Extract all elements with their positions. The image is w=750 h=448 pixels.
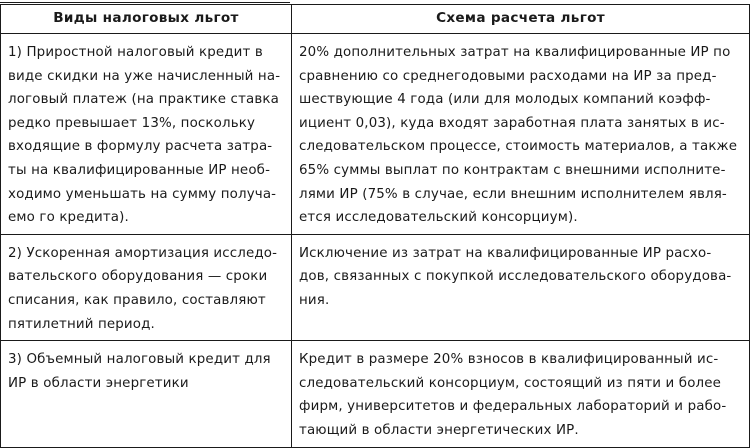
header-benefit-types: Виды налоговых льгот [1,5,292,34]
calculation-scheme-text: Исключение из затрат на квалифицированные ИР расхо- дов, связанных с покупкой исследовательского оборудова- ния. [299,245,732,308]
calculation-scheme-cell [292,234,750,340]
benefit-type-text: 1) Приростной налоговый кредит в виде скидки на уже начисленный на- логовый платеж (на практике ставка редко превышает 13%, поскольку входящие в формулу расчета затра- ты на квалифицированные ИР необ- ходимо уменьшать на сумму получа- емо го кредита). [8,45,281,226]
benefit-type-cell [1,234,292,340]
calculation-scheme-cell [292,341,750,447]
top-rule [0,2,290,3]
table-row [1,34,750,235]
table-row [1,234,750,340]
calculation-scheme-text: 20% дополнительных затрат на квалифицированные ИР по сравнению со среднегодовыми расходами на ИР за пред- шествующие 4 года (или для молодых компаний коэфф- ициент 0,03), куда входят заработная плата занятых в ис- следовательском процессе, стоимость материалов, а также 65% суммы выплат по контрактам с внешними исполните- лями ИР (75% в случае, если внешним исполнителем явля- ется исследовательский консорциум). [299,45,738,226]
header-calculation-scheme: Схема расчета льгот [292,5,750,34]
calculation-scheme-cell [292,34,750,235]
benefit-type-text: 3) Объемный налоговый кредит для ИР в области энергетики [8,352,271,391]
table-row [1,341,750,447]
benefit-type-text: 2) Ускоренная амортизация исследо- вательского оборудования — сроки списания, как правило, составляют пятилетний период. [8,245,278,332]
table-header-row [1,5,750,34]
benefit-type-cell [1,34,292,235]
calculation-scheme-text: Кредит в размере 20% взносов в квалифицированный ис- следовательский консорциум, состоящий из пяти и более фирм, университетов и федеральных лабораторий и рабо- тающий в области энергетических ИР. [299,352,727,438]
tax-benefits-table [0,4,750,448]
benefit-type-cell [1,341,292,447]
